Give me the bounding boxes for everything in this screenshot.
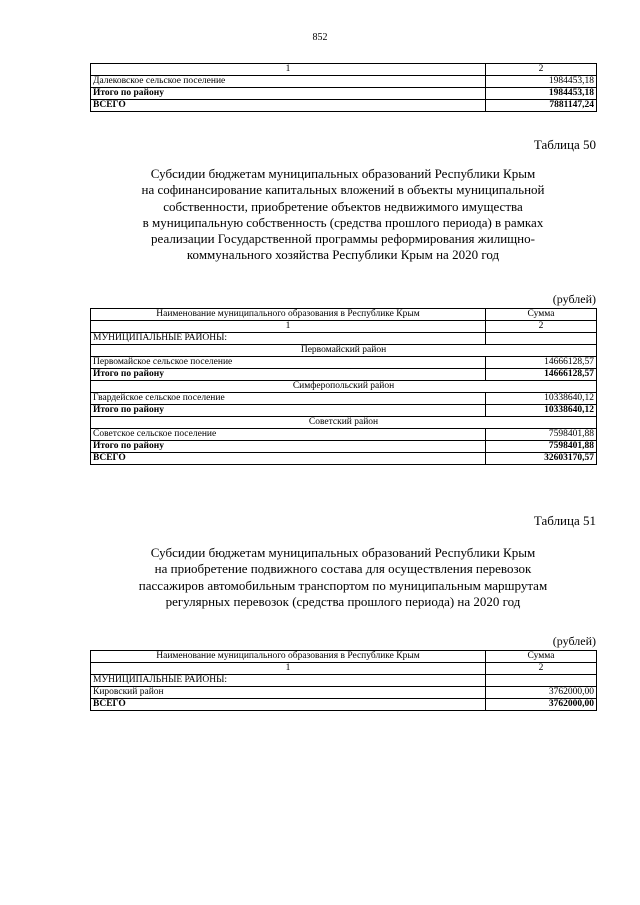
title-line: коммунального хозяйства Республики Крым на 2020 год <box>186 247 500 263</box>
table-row <box>91 441 597 453</box>
column-number-2: 2 <box>486 663 597 675</box>
column-header-sum: Сумма <box>486 651 597 663</box>
title-line: Субсидии бюджетам муниципальных образований Республики Крым <box>150 166 536 181</box>
title-line: на приобретение подвижного состава для осуществления перевозок <box>154 561 532 577</box>
grand-total-sum: 7881147,24 <box>486 100 597 112</box>
settlement-name: Первомайское сельское поселение <box>91 357 486 369</box>
district-name: Симферопольский район <box>91 381 597 393</box>
table-row <box>91 429 597 441</box>
district-name: Советский район <box>91 417 597 429</box>
section-label: МУНИЦИПАЛЬНЫЕ РАЙОНЫ: <box>91 333 486 345</box>
district-total-label: Итого по району <box>91 405 486 417</box>
table-row <box>91 687 597 699</box>
continuation-table <box>90 63 597 112</box>
settlement-sum: 14666128,57 <box>486 357 597 369</box>
district-sum: 3762000,00 <box>486 687 597 699</box>
grand-total-label: ВСЕГО <box>91 699 486 711</box>
grand-total-label: ВСЕГО <box>91 100 486 112</box>
title-line: регулярных перевозок (средства прошлого периода) на 2020 год <box>165 593 521 609</box>
district-total-label: Итого по району <box>91 441 486 453</box>
table-51-label: Таблица 51 <box>533 513 596 528</box>
column-header-sum: Сумма <box>486 309 597 321</box>
settlement-sum: 7598401,88 <box>486 429 597 441</box>
table-50 <box>90 308 597 465</box>
title-line: в муниципальную собственность (средства прошлого периода) в рамках <box>142 214 544 230</box>
column-header-name: Наименование муниципального образования в Республике Крым <box>91 651 486 663</box>
table-row <box>91 405 597 417</box>
table-header-row <box>91 651 597 663</box>
settlement-name: Гвардейское сельское поселение <box>91 393 486 405</box>
table-row <box>91 88 597 100</box>
table-row <box>91 453 597 465</box>
district-total-sum: 14666128,57 <box>486 369 597 381</box>
title-line: пассажиров автомобильным транспортом по муниципальным маршрутам <box>138 577 548 593</box>
table-row <box>91 381 597 393</box>
title-line: собственности, приобретение объектов недвижимого имущества <box>163 198 523 214</box>
column-number-1: 1 <box>91 663 486 675</box>
table-number-row <box>91 663 597 675</box>
district-total-sum: 1984453,18 <box>486 88 597 100</box>
table-51-title <box>90 545 596 610</box>
table-row <box>91 369 597 381</box>
grand-total-sum: 3762000,00 <box>486 699 597 711</box>
table-row <box>91 345 597 357</box>
column-number-2: 2 <box>486 321 597 333</box>
column-number-1: 1 <box>91 321 486 333</box>
grand-total-label: ВСЕГО <box>91 453 486 465</box>
table-row <box>91 417 597 429</box>
table-50-label: Таблица 50 <box>533 137 596 152</box>
table-number-row <box>91 321 597 333</box>
section-label: МУНИЦИПАЛЬНЫЕ РАЙОНЫ: <box>91 675 486 687</box>
table-row <box>91 393 597 405</box>
title-line: реализации Государственной программы реформирования жилищно- <box>151 231 535 247</box>
title-line: на софинансирование капитальных вложений в объекты муниципальной <box>141 182 545 198</box>
table-row <box>91 76 597 88</box>
column-header-name: Наименование муниципального образования в Республике Крым <box>91 309 486 321</box>
table-header-row <box>91 309 597 321</box>
district-name: Кировский район <box>91 687 486 699</box>
grand-total-sum: 32603170,57 <box>486 453 597 465</box>
column-number-2: 2 <box>486 64 597 76</box>
table-header-row <box>91 64 597 76</box>
district-total-label: Итого по району <box>91 88 486 100</box>
settlement-name: Советское сельское поселение <box>91 429 486 441</box>
page-number: 852 <box>312 32 328 43</box>
table-row <box>91 699 597 711</box>
table-row <box>91 357 597 369</box>
table-row <box>91 100 597 112</box>
table-row <box>91 675 597 687</box>
district-total-sum: 10338640,12 <box>486 405 597 417</box>
title-line: Субсидии бюджетам муниципальных образований Республики Крым <box>150 545 536 560</box>
empty-cell <box>486 675 597 687</box>
settlement-sum: 1984453,18 <box>486 76 597 88</box>
table-50-units: (рублей) <box>552 292 596 306</box>
table-51-units: (рублей) <box>552 634 596 648</box>
table-row <box>91 333 597 345</box>
district-name: Первомайский район <box>91 345 597 357</box>
district-total-sum: 7598401,88 <box>486 441 597 453</box>
settlement-name: Далековское сельское поселение <box>91 76 486 88</box>
district-total-label: Итого по району <box>91 369 486 381</box>
empty-cell <box>486 333 597 345</box>
column-number-1: 1 <box>91 64 486 76</box>
table-50-title <box>90 166 596 264</box>
table-51 <box>90 650 597 711</box>
settlement-sum: 10338640,12 <box>486 393 597 405</box>
